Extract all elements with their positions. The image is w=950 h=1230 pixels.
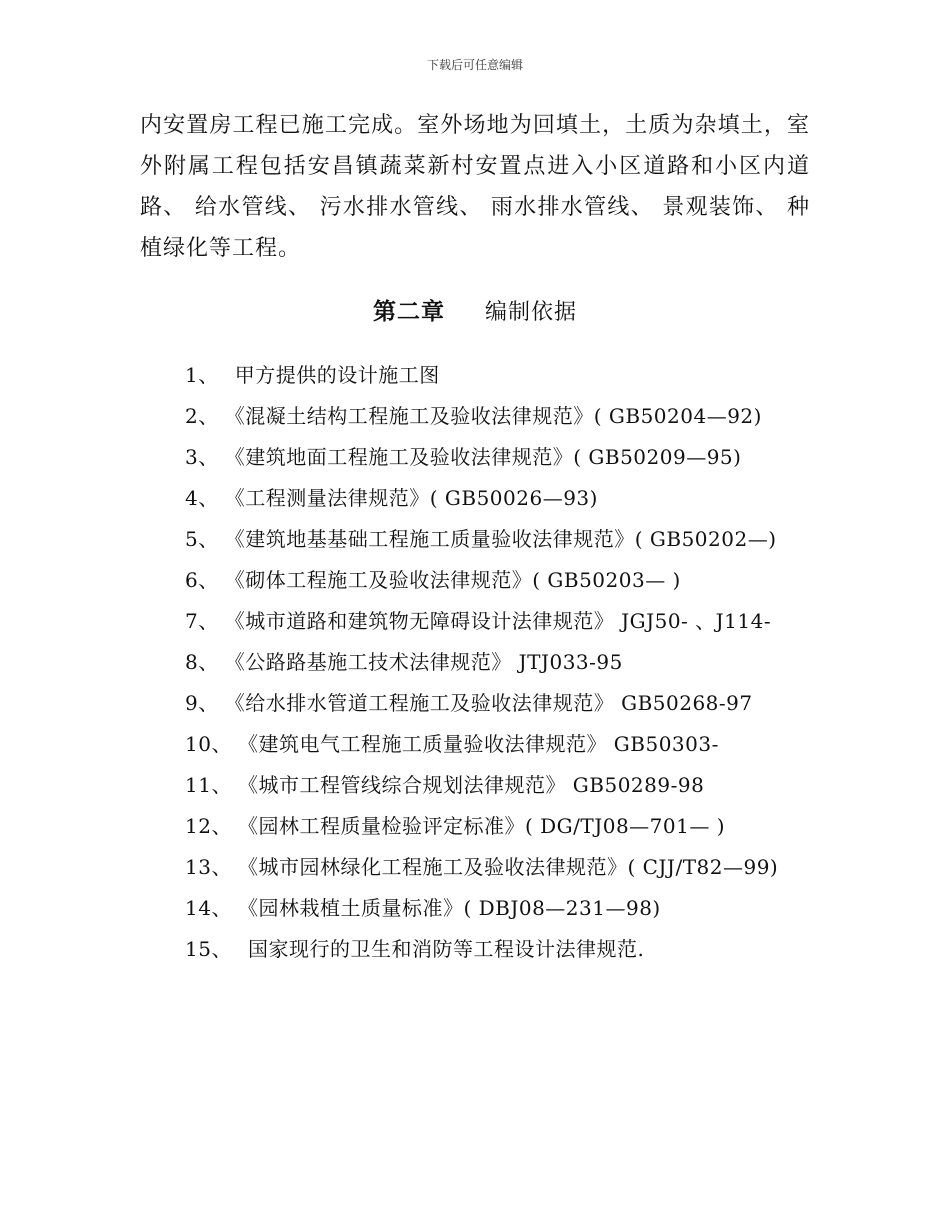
list-item bbox=[140, 724, 810, 765]
chapter-heading bbox=[0, 293, 950, 326]
item-number: 13、 bbox=[185, 855, 232, 879]
item-text: 《建筑地面工程施工及验收法律规范》( GB50209—95) bbox=[234, 445, 742, 469]
item-number: 7、 bbox=[185, 609, 219, 633]
reference-list bbox=[140, 355, 810, 970]
list-item bbox=[140, 355, 810, 396]
item-text: 《园林工程质量检验评定标准》( DG/TJ08—701— ) bbox=[247, 814, 726, 838]
item-number: 6、 bbox=[185, 568, 219, 592]
item-text: 甲方提供的设计施工图 bbox=[234, 363, 440, 387]
item-number: 4、 bbox=[185, 486, 219, 510]
list-item bbox=[140, 601, 810, 642]
item-number: 5、 bbox=[185, 527, 219, 551]
item-text: 《给水排水管道工程施工及验收法律规范》 GB50268-97 bbox=[234, 691, 753, 715]
item-text: 《城市工程管线综合规划法律规范》 GB50289-98 bbox=[247, 773, 705, 797]
list-item bbox=[140, 478, 810, 519]
item-number: 15、 bbox=[185, 937, 232, 961]
item-text: 《工程测量法律规范》( GB50026—93) bbox=[234, 486, 598, 510]
list-item bbox=[140, 683, 810, 724]
item-text: 《砌体工程施工及验收法律规范》( GB50203— ) bbox=[234, 568, 681, 592]
list-item bbox=[140, 560, 810, 601]
item-text: 国家现行的卫生和消防等工程设计法律规范. bbox=[247, 937, 645, 961]
list-item bbox=[140, 519, 810, 560]
list-item bbox=[140, 929, 810, 970]
list-item bbox=[140, 396, 810, 437]
item-text: 《园林栽植土质量标准》( DBJ08—231—98) bbox=[247, 896, 661, 920]
item-number: 12、 bbox=[185, 814, 232, 838]
item-number: 8、 bbox=[185, 650, 219, 674]
item-text: 《混凝土结构工程施工及验收法律规范》( GB50204—92) bbox=[234, 404, 762, 428]
item-number: 11、 bbox=[185, 773, 232, 797]
item-number: 3、 bbox=[185, 445, 219, 469]
item-number: 2、 bbox=[185, 404, 219, 428]
item-text: 《建筑电气工程施工质量验收法律规范》 GB50303- bbox=[247, 732, 719, 756]
item-text: 《建筑地基基础工程施工质量验收法律规范》( GB50202—) bbox=[234, 527, 777, 551]
item-text: 《城市道路和建筑物无障碍设计法律规范》 JGJ50- 、J114- bbox=[234, 609, 772, 633]
chapter-number: 第二章 bbox=[372, 299, 445, 325]
item-number: 10、 bbox=[185, 732, 232, 756]
list-item bbox=[140, 765, 810, 806]
page-header: 下载后可任意编辑 bbox=[426, 58, 523, 72]
item-number: 9、 bbox=[185, 691, 219, 715]
item-number: 1、 bbox=[185, 363, 219, 387]
item-text: 《城市园林绿化工程施工及验收法律规范》( CJJ/T82—99) bbox=[247, 855, 779, 879]
item-text: 《公路路基施工技术法律规范》 JTJ033-95 bbox=[234, 650, 623, 674]
item-number: 14、 bbox=[185, 896, 232, 920]
list-item bbox=[140, 806, 810, 847]
list-item bbox=[140, 847, 810, 888]
list-item bbox=[140, 888, 810, 929]
list-item bbox=[140, 642, 810, 683]
list-item bbox=[140, 437, 810, 478]
intro-paragraph: 内安置房工程已施工完成。室外场地为回填土，土质为杂填土，室外附属工程包括安昌镇蔬菜新村安置点进入小区道路和小区内道路、 给水管线、 污水排水管线、 雨水排水管线、 景观装饰、 种植绿化等工程。 bbox=[140, 113, 810, 261]
chapter-title: 编制依据 bbox=[484, 300, 577, 325]
